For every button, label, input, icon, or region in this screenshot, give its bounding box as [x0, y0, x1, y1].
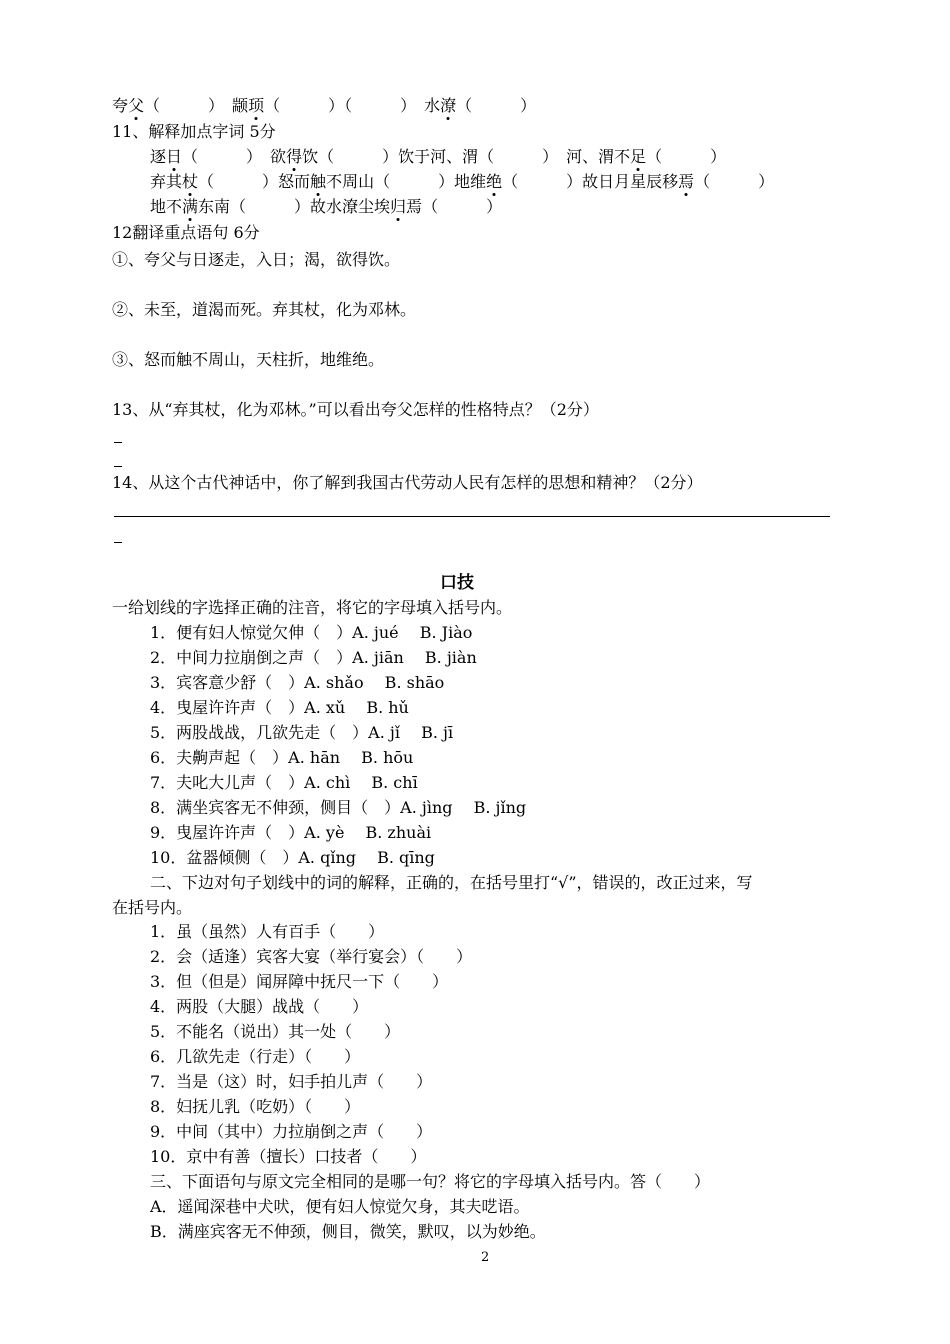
text-segment: 颛: [232, 96, 249, 115]
q11-row-3: [150, 197, 502, 217]
pinyin-question: 3．宾客意少舒（ ）A. shǎo B. shāo: [150, 673, 445, 692]
dotted-char: 日: [166, 147, 183, 166]
text-segment: （ ）: [646, 147, 727, 166]
text-segment: （ ）（ ） 水: [264, 96, 441, 115]
definition-question: 3．但（但是）闻屏障中抚尺一下（ ）: [150, 972, 449, 991]
q13-question: 13、从“弃其杖，化为邓林。”可以看出夸父怎样的性格特点？（2分）: [112, 400, 599, 419]
q12-item: ①、夸父与日逐走，入日；渴，欲得饮。: [112, 250, 401, 269]
dotted-char: 父: [128, 96, 145, 115]
text-segment: 饮（ ）饮于河、渭（ ） 河、渭不: [302, 147, 631, 166]
definition-question: 2．会（适逢）宾客大宴（举行宴会）（ ）: [150, 947, 473, 966]
pinyin-question: 2．中间力拉崩倒之声（ ）A. jiān B. jiàn: [150, 648, 477, 667]
dotted-char: 得: [286, 147, 303, 166]
definition-question: 9．中间（其中）力拉崩倒之声（ ）: [150, 1122, 433, 1141]
text-segment: （ ）: [456, 96, 537, 115]
pinyin-question: 9．曳屋许许声（ ）A. yè B. zhuài: [150, 823, 432, 842]
dotted-char: 绝: [486, 172, 503, 191]
part2-intro-cont: 在括号内。: [112, 898, 193, 917]
definition-question: 10．京中有善（擅长）口技者（ ）: [150, 1147, 427, 1166]
text-segment: （ ）: [694, 172, 775, 191]
part1-intro: 一给划线的字选择正确的注音，将它的字母填入括号内。: [112, 598, 513, 617]
text-segment: 夸: [112, 96, 129, 115]
answer-line: [114, 516, 830, 517]
dotted-char: 满: [182, 197, 199, 216]
q12-title: 12翻译重点语句 6分: [112, 223, 260, 242]
pinyin-question: 8．满坐宾客无不伸颈，侧目（ ）A. jìng B. jǐng: [150, 798, 527, 817]
text-segment: 焉（ ）: [406, 197, 503, 216]
definition-question: 4．两股（大腿）战战（ ）: [150, 997, 369, 1016]
definition-question: 8．妇抚儿乳（吃奶）（ ）: [150, 1097, 361, 1116]
answer-line-stub: [114, 466, 122, 467]
q12-item: ②、未至，道渴而死。弃其杖，化为邓林。: [112, 300, 417, 319]
pinyin-question: 7．夫叱大儿声（ ）A. chì B. chī: [150, 773, 418, 792]
part3-intro: 三、下面语句与原文完全相同的是哪一句？将它的字母填入括号内。答（ ）: [150, 1172, 711, 1191]
text-segment: （ ）故日月星辰移: [502, 172, 679, 191]
text-segment: （ ）怒而: [198, 172, 311, 191]
dotted-char: 足: [630, 147, 647, 166]
pinyin-question: 6．夫齁声起（ ）A. hān B. hōu: [150, 748, 414, 767]
kuafu-vocab-line: [112, 96, 536, 116]
pinyin-question: 5．两股战战，几欲先走（ ）A. jǐ B. jī: [150, 723, 454, 742]
q14-question: 14、从这个古代神话中，你了解到我国古代劳动人民有怎样的思想和精神？（2分）: [112, 473, 703, 492]
text-segment: （ ）: [144, 96, 233, 115]
part2-intro: 二、下边对句子划线中的词的解释，正确的，在括号里打“√”，错误的，改正过来，写: [150, 873, 753, 892]
text-segment: 不周山（ ）地维: [326, 172, 487, 191]
part3-option: A．遥闻深巷中犬吠，便有妇人惊觉欠身，其夫呓语。: [150, 1197, 530, 1216]
dotted-char: 杖: [182, 172, 199, 191]
text-segment: 东南（ ）故水潦尘埃: [198, 197, 391, 216]
answer-line-stub: [114, 442, 122, 443]
q12-item: ③、怒而触不周山，天柱折，地维绝。: [112, 350, 385, 369]
section-title: 口技: [440, 573, 474, 593]
dotted-char: 归: [390, 197, 407, 216]
page-number: 2: [481, 1250, 490, 1265]
text-segment: 欲: [270, 147, 287, 166]
text-segment: 逐: [150, 147, 167, 166]
text-segment: 弃其: [150, 172, 183, 191]
text-segment: 地不: [150, 197, 183, 216]
q11-title: 11、解释加点字词 5分: [112, 122, 276, 141]
definition-question: 1．虽（虽然）人有百手（ ）: [150, 922, 385, 941]
answer-line-stub: [114, 542, 122, 543]
part3-option: B．满座宾客无不伸颈，侧目，微笑，默叹，以为妙绝。: [150, 1222, 546, 1241]
dotted-char: 触: [310, 172, 327, 191]
definition-question: 6．几欲先走（行走）（ ）: [150, 1047, 361, 1066]
pinyin-question: 10．盆器倾侧（ ）A. qǐng B. qīng: [150, 848, 435, 867]
definition-question: 7．当是（这）时，妇手拍儿声（ ）: [150, 1072, 433, 1091]
dotted-char: 潦: [440, 96, 457, 115]
pinyin-question: 4．曳屋许许声（ ）A. xǔ B. hǔ: [150, 698, 409, 717]
dotted-char: 焉: [678, 172, 695, 191]
text-segment: （ ）: [182, 147, 271, 166]
q11-row-1: [150, 147, 726, 167]
q11-row-2: [150, 172, 774, 192]
dotted-char: 顼: [248, 96, 265, 115]
definition-question: 5．不能名（说出）其一处（ ）: [150, 1022, 401, 1041]
pinyin-question: 1．便有妇人惊觉欠伸（ ）A. jué B. Jiào: [150, 623, 473, 642]
